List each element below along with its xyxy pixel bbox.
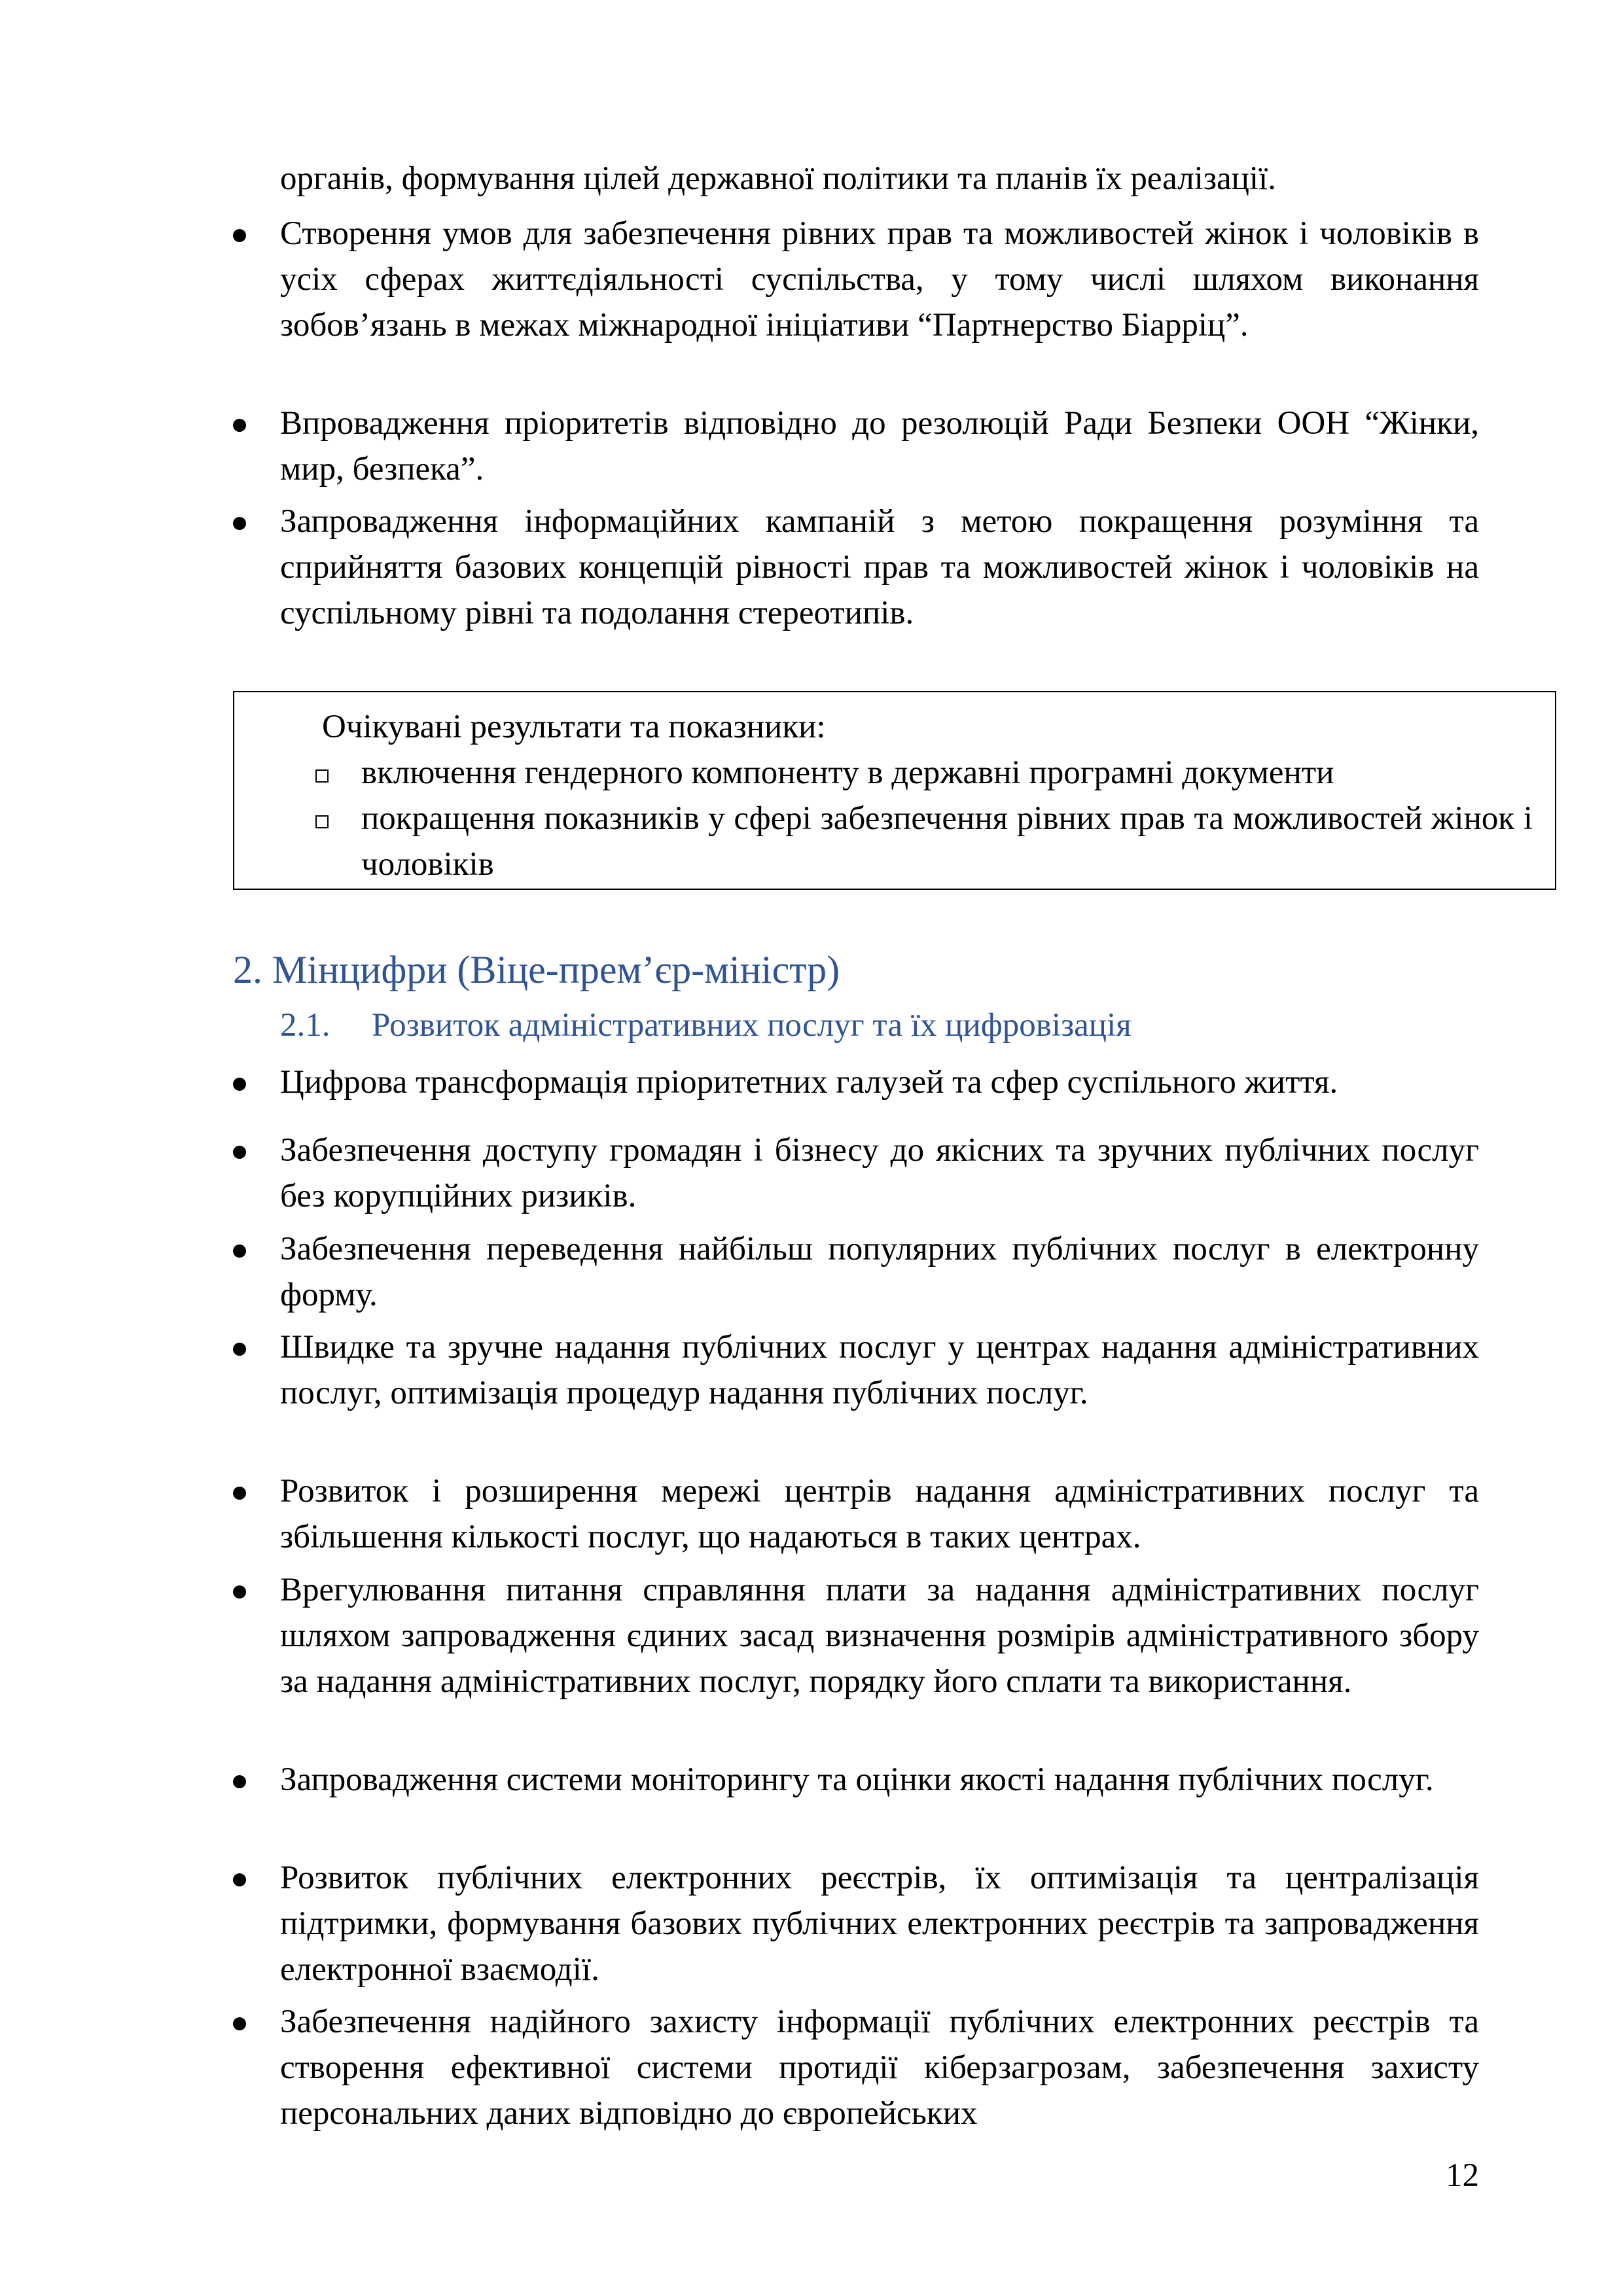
bullet-icon bbox=[233, 1146, 246, 1159]
results-title: Очікувані результати та показники: bbox=[322, 709, 826, 745]
bullet-icon bbox=[233, 419, 246, 432]
section-heading: 2. Мінцифри (Віце-прем’єр-міністр) bbox=[233, 948, 840, 991]
bullet-icon bbox=[233, 1585, 246, 1598]
list-item: Швидке та зручне надання публічних послуг у центрах надання адміністративних послуг, оптимізація процедур надання публічних послуг. bbox=[280, 1329, 1479, 1411]
list-item: Розвиток і розширення мережі центрів надання адміністративних послуг та збільшення кількості послуг, що надаються в таких центрах. bbox=[280, 1473, 1479, 1555]
list-item: Забезпечення переведення найбільш популярних публічних послуг в електронну форму. bbox=[280, 1231, 1479, 1313]
page-number: 12 bbox=[1446, 2157, 1479, 2194]
list-item: Запровадження інформаційних кампаній з метою покращення розуміння та сприйняття базових концепцій рівності прав та можливостей жінок і чоловіків на суспільному рівні та подолання стереотипів. bbox=[280, 503, 1479, 631]
expected-results-box bbox=[233, 691, 1556, 890]
list-item: Цифрова трансформація пріоритетних галузей та сфер суспільного життя. bbox=[280, 1064, 1338, 1101]
results-item: покращення показників у сфері забезпечення рівних прав та можливостей жінок і чоловіків bbox=[361, 800, 1533, 883]
list-item: Забезпечення надійного захисту інформації публічних електронних реєстрів та створення ефективної системи протидії кіберзагрозам, забезпечення захисту персональних даних відповідно до європейських bbox=[280, 2004, 1479, 2132]
list-item: Розвиток публічних електронних реєстрів, їх оптимізація та централізація підтримки, формування базових публічних електронних реєстрів та запровадження електронної взаємодії. bbox=[280, 1860, 1479, 1988]
subsection-title: Розвиток адміністративних послуг та їх цифровізація bbox=[372, 1007, 1132, 1044]
subsection-heading bbox=[280, 1002, 1132, 1048]
bullet-icon bbox=[233, 229, 246, 242]
bullet-icon bbox=[233, 1343, 246, 1356]
bullet-icon bbox=[233, 1873, 246, 1886]
list-item: Врегулювання питання справляння плати за надання адміністративних послуг шляхом запровадження єдиних засад визначення розмірів адміністративного збору за надання адміністративних послуг, порядку його сплати та використання. bbox=[280, 1572, 1479, 1700]
list-item: Запровадження системи моніторингу та оцінки якості надання публічних послуг. bbox=[280, 1761, 1434, 1798]
bullet-icon bbox=[233, 1078, 246, 1091]
checkbox-square-icon bbox=[315, 815, 329, 828]
list-item: Забезпечення доступу громадян і бізнесу до якісних та зручних публічних послуг без корупційних ризиків. bbox=[280, 1132, 1479, 1214]
subsection-number: 2.1. bbox=[280, 1007, 330, 1044]
bullet-icon bbox=[233, 1487, 246, 1500]
bullet-icon bbox=[233, 1775, 246, 1788]
list-item: Впровадження пріоритетів відповідно до резолюцій Ради Безпеки ООН “Жінки, мир, безпека”. bbox=[280, 405, 1479, 487]
bullet-icon bbox=[233, 1245, 246, 1258]
bullet-icon bbox=[233, 517, 246, 530]
list-item: Створення умов для забезпечення рівних прав та можливостей жінок і чоловіків в усіх сферах життєдіяльності суспільства, у тому числі шляхом виконання зобов’язань в межах міжнародної ініціативи “Партнерство Біарріц”. bbox=[280, 215, 1479, 344]
results-item: включення гендерного компоненту в державні програмні документи bbox=[361, 754, 1334, 791]
continuation-text: органів, формування цілей державної політики та планів їх реалізації. bbox=[280, 160, 1276, 197]
checkbox-square-icon bbox=[315, 769, 329, 783]
bullet-icon bbox=[233, 2017, 246, 2030]
